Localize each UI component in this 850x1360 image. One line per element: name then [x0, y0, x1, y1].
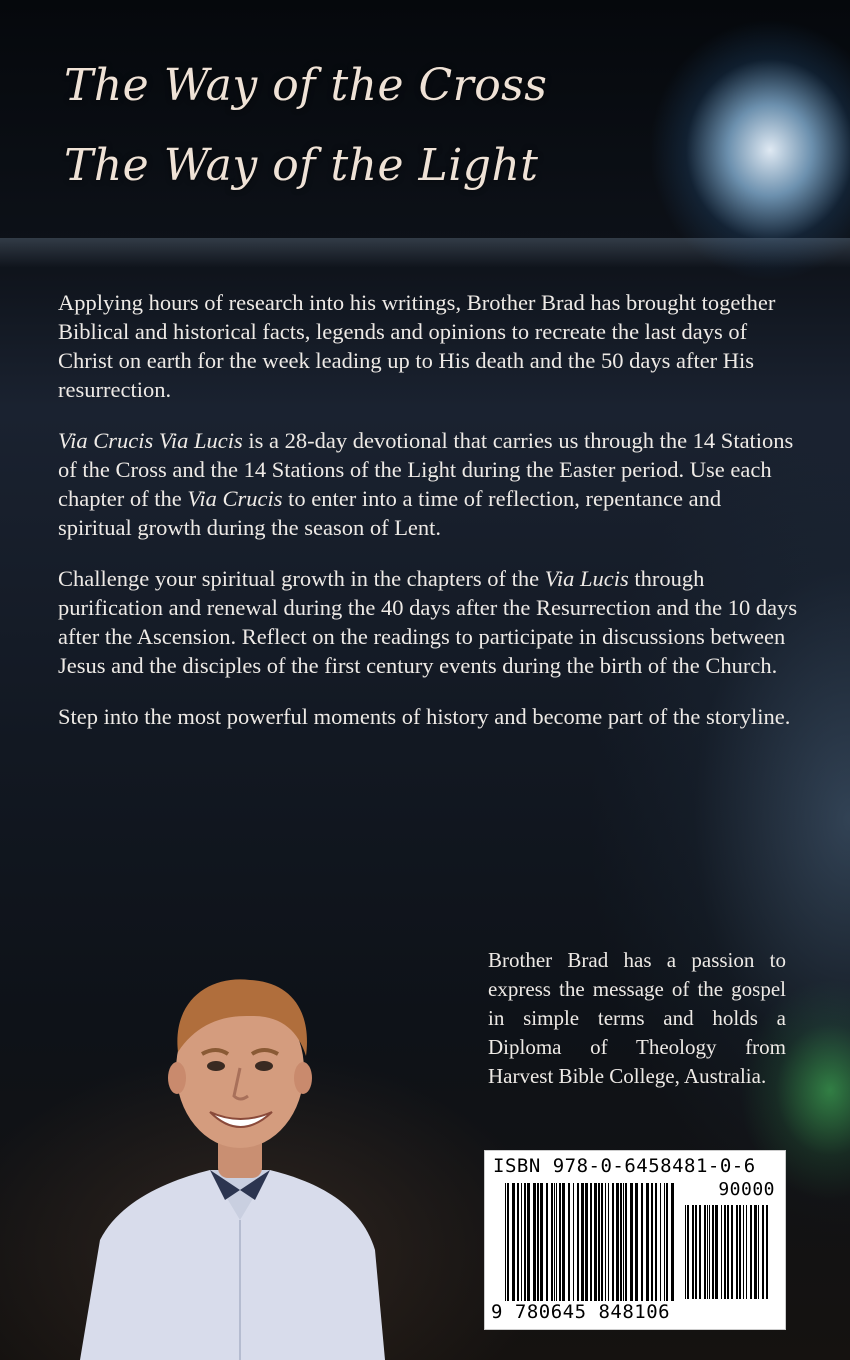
blurb: [58, 288, 798, 753]
barcode-bar: [625, 1183, 627, 1301]
barcode-bar: [605, 1183, 606, 1301]
barcode-bar: [556, 1183, 557, 1301]
title-line-2: The Way of the Light: [64, 140, 539, 191]
barcode-bar: [577, 1183, 579, 1301]
blurb-text: is a 28-day devotional that carries us through the 14 Stations of the Cross and the 14 Stations of the Light during the Easter period. Use each chapter of the: [58, 428, 794, 511]
barcode-bar: [559, 1183, 561, 1301]
barcode-bar: [721, 1205, 722, 1299]
barcode-bar: [699, 1205, 701, 1299]
blurb-text: through purification and renewal during the 40 days after the Resurrection and the 10 days after the Ascension. Reflect on the readings to participate in discussions between Jesus and the disciples of the first century events during the birth of the Church.: [58, 566, 798, 678]
barcode-bar: [524, 1183, 526, 1301]
barcode-bar: [608, 1183, 609, 1301]
isbn-barcode: [484, 1150, 786, 1330]
stone-ledge: [0, 238, 850, 268]
barcode-bar: [758, 1205, 759, 1299]
barcode-bar: [655, 1183, 657, 1301]
blurb-paragraph-1: Applying hours of research into his writings, Brother Brad has brought together Biblical and historical facts, legends and opinions to recreate the last days of Christ on earth for the week leading up to His death and the 50 days after His resurrection.: [58, 290, 776, 402]
barcode-bar: [724, 1205, 726, 1299]
barcode-bar: [766, 1205, 768, 1299]
barcode-digits: 9 780645 848106: [491, 1301, 671, 1323]
barcode-bars: [505, 1183, 675, 1301]
barcode-bar: [707, 1205, 708, 1299]
barcode-bar: [581, 1183, 584, 1301]
barcode-bar: [598, 1183, 600, 1301]
barcode-bar: [601, 1183, 603, 1301]
barcode-bar: [551, 1183, 553, 1301]
barcode-bar: [635, 1183, 638, 1301]
barcode-bar: [712, 1205, 714, 1299]
barcode-bar: [727, 1205, 729, 1299]
barcode-bar: [568, 1183, 570, 1301]
barcode-bar: [562, 1183, 565, 1301]
author-bio: Brother Brad has a passion to express the message of the gospel in simple terms and holds a Diploma of Theology from Harvest Bible College, Australia.: [488, 948, 786, 1088]
barcode-bar: [573, 1183, 574, 1301]
barcode-bar: [507, 1183, 509, 1301]
price-code: 90000: [718, 1179, 775, 1200]
blurb-text: to enter into a time of reflection, repentance and spiritual growth during the season of Lent.: [58, 486, 722, 540]
barcode-bar: [651, 1183, 653, 1301]
barcode-bar: [704, 1205, 706, 1299]
barcode-bar: [695, 1205, 697, 1299]
barcode-bar: [709, 1205, 710, 1299]
barcode-bar: [762, 1205, 764, 1299]
barcode-bar: [671, 1183, 674, 1301]
blurb-paragraph-2: [58, 426, 798, 542]
barcode-bar: [533, 1183, 536, 1301]
isbn-label: ISBN 978-0-6458481-0-6: [493, 1155, 756, 1177]
barcode-bar: [687, 1205, 689, 1299]
barcode-bar: [746, 1205, 747, 1299]
barcode-bar: [527, 1183, 530, 1301]
via-crucis-italic: Via Crucis: [187, 486, 283, 511]
barcode-bar: [590, 1183, 592, 1301]
barcode-bar: [646, 1183, 649, 1301]
barcode-bar: [685, 1205, 686, 1299]
barcode-bar: [754, 1205, 757, 1299]
barcode-bar: [505, 1183, 506, 1301]
barcode-bar: [521, 1183, 522, 1301]
barcode-bar: [546, 1183, 548, 1301]
barcode-bar: [666, 1183, 668, 1301]
barcode-bar: [537, 1183, 539, 1301]
barcode-bar: [620, 1183, 622, 1301]
barcode-bar: [743, 1205, 744, 1299]
author-photo: [60, 960, 390, 1360]
barcode-bar: [594, 1183, 597, 1301]
blurb-text: Challenge your spiritual growth in the chapters of the: [58, 566, 545, 591]
barcode-bar: [616, 1183, 619, 1301]
barcode-bar: [612, 1183, 614, 1301]
barcode-bar: [739, 1205, 741, 1299]
book-title-italic: Via Crucis Via Lucis: [58, 428, 243, 453]
barcode-bar: [517, 1183, 519, 1301]
barcode-bar: [692, 1205, 694, 1299]
barcode-bar: [731, 1205, 733, 1299]
via-lucis-italic: Via Lucis: [544, 566, 629, 591]
blurb-paragraph-4: Step into the most powerful moments of history and become part of the storyline.: [58, 704, 791, 729]
barcode-bar: [623, 1183, 624, 1301]
barcode-bar: [512, 1183, 515, 1301]
blurb-paragraph-3: [58, 564, 798, 680]
barcode-bar: [641, 1183, 643, 1301]
barcode-bar: [750, 1205, 752, 1299]
barcode-bar: [630, 1183, 633, 1301]
addon-barcode-bars: [685, 1205, 771, 1299]
barcode-bar: [660, 1183, 661, 1301]
barcode-bar: [715, 1205, 718, 1299]
barcode-bar: [540, 1183, 543, 1301]
barcode-bar: [554, 1183, 555, 1301]
barcode-bar: [585, 1183, 588, 1301]
title-line-1: The Way of the Cross: [64, 60, 548, 111]
barcode-bar: [664, 1183, 665, 1301]
barcode-bar: [736, 1205, 738, 1299]
